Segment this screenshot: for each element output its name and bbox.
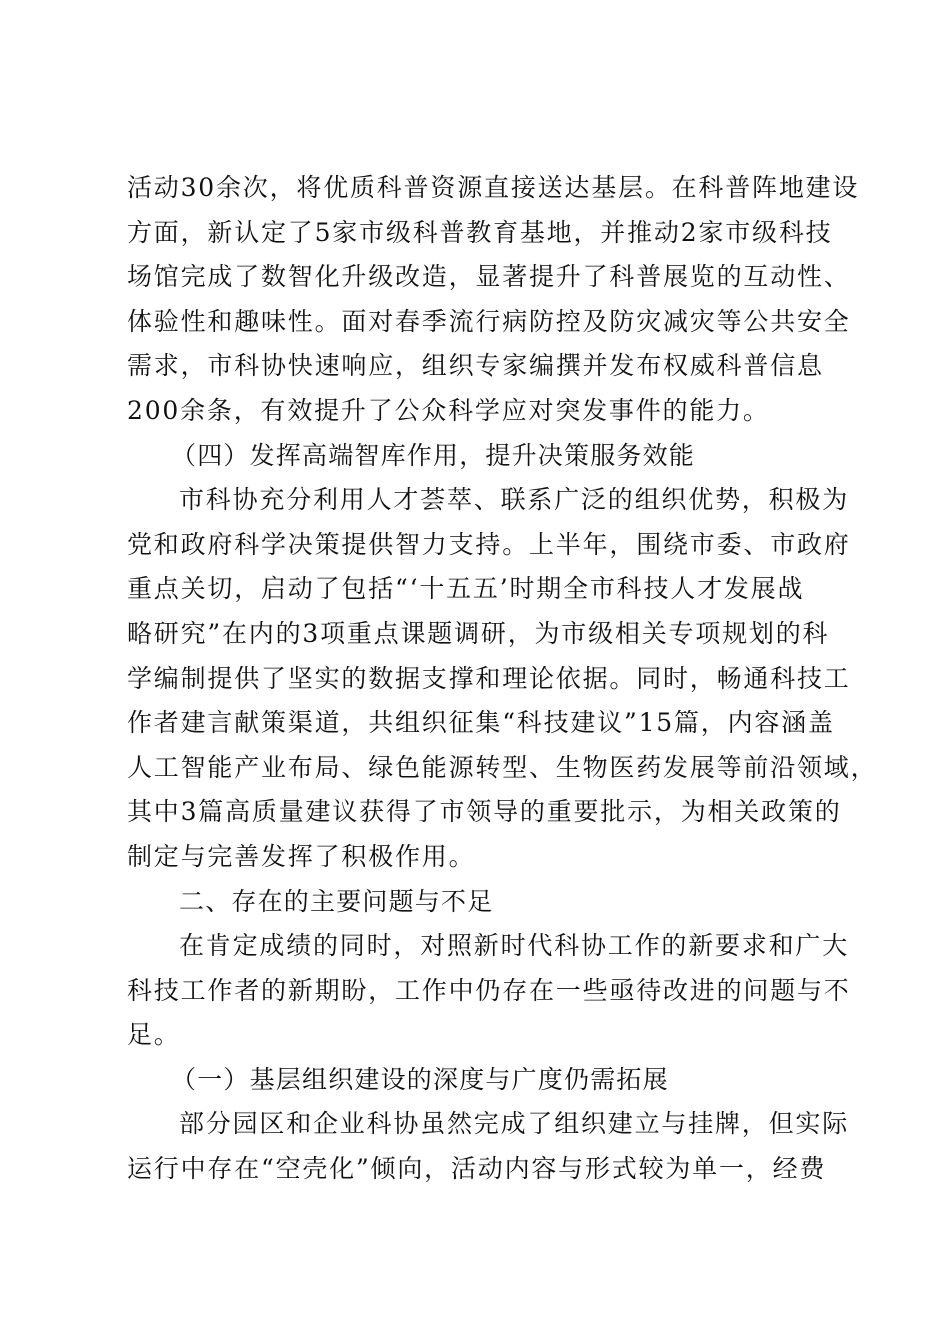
chapter-heading-2: 二、存在的主要问题与不足 <box>179 886 494 916</box>
body-line: 作者建言献策渠道，共组织征集“科技建议”15篇，内容涵盖 <box>127 708 835 738</box>
paragraph-first-line: 市科协充分利用人才荟萃、联系广泛的组织优势，积极为 <box>179 485 850 515</box>
body-line: 其中3篇高质量建议获得了市领导的重要批示，为相关政策的 <box>127 797 842 827</box>
body-line: 略研究”在内的3项重点课题调研，为市级相关专项规划的科 <box>127 618 830 648</box>
body-line: 人工智能产业布局、绿色能源转型、生物医药发展等前沿领域， <box>127 752 878 782</box>
body-line: 学编制提供了坚实的数据支撑和理论依据。同时，畅通科技工 <box>127 663 851 693</box>
document-body <box>127 166 878 1192</box>
body-line: 方面，新认定了5家市级科普教育基地，并推动2家市级科技 <box>127 217 833 247</box>
section-heading-4: （四）发挥高端智库作用，提升决策服务效能 <box>171 440 696 470</box>
body-line: 运行中存在“空壳化”倾向，活动内容与形式较为单一，经费 <box>127 1154 827 1184</box>
body-line: 足。 <box>127 1020 181 1050</box>
body-line: 科技工作者的新期盼，工作中仍存在一些亟待改进的问题与不 <box>127 975 851 1005</box>
paragraph-first-line: 在肯定成绩的同时，对照新时代科协工作的新要求和广大 <box>179 931 850 961</box>
body-line: 场馆完成了数智化升级改造，显著提升了科普展览的互动性、 <box>127 262 851 292</box>
body-line: 活动30余次，将优质科普资源直接送达基层。在科普阵地建设 <box>127 173 860 202</box>
section-heading-1: （一）基层组织建设的深度与广度仍需拓展 <box>171 1064 669 1094</box>
body-line: 重点关切，启动了包括“‘十五五’时期全市科技人才发展战 <box>127 574 805 604</box>
body-line: 党和政府科学决策提供智力支持。上半年，围绕市委、市政府 <box>127 529 851 559</box>
body-line: 200余条，有效提升了公众科学应对突发事件的能力。 <box>127 395 770 425</box>
body-line: 制定与完善发挥了积极作用。 <box>127 841 476 871</box>
paragraph-first-line: 部分园区和企业科协虽然完成了组织建立与挂牌，但实际 <box>179 1109 850 1139</box>
body-line: 需求，市科协快速响应，组织专家编撰并发布权威科普信息 <box>127 351 824 381</box>
body-line: 体验性和趣味性。面对春季流行病防控及防灾减灾等公共安全 <box>127 306 851 336</box>
